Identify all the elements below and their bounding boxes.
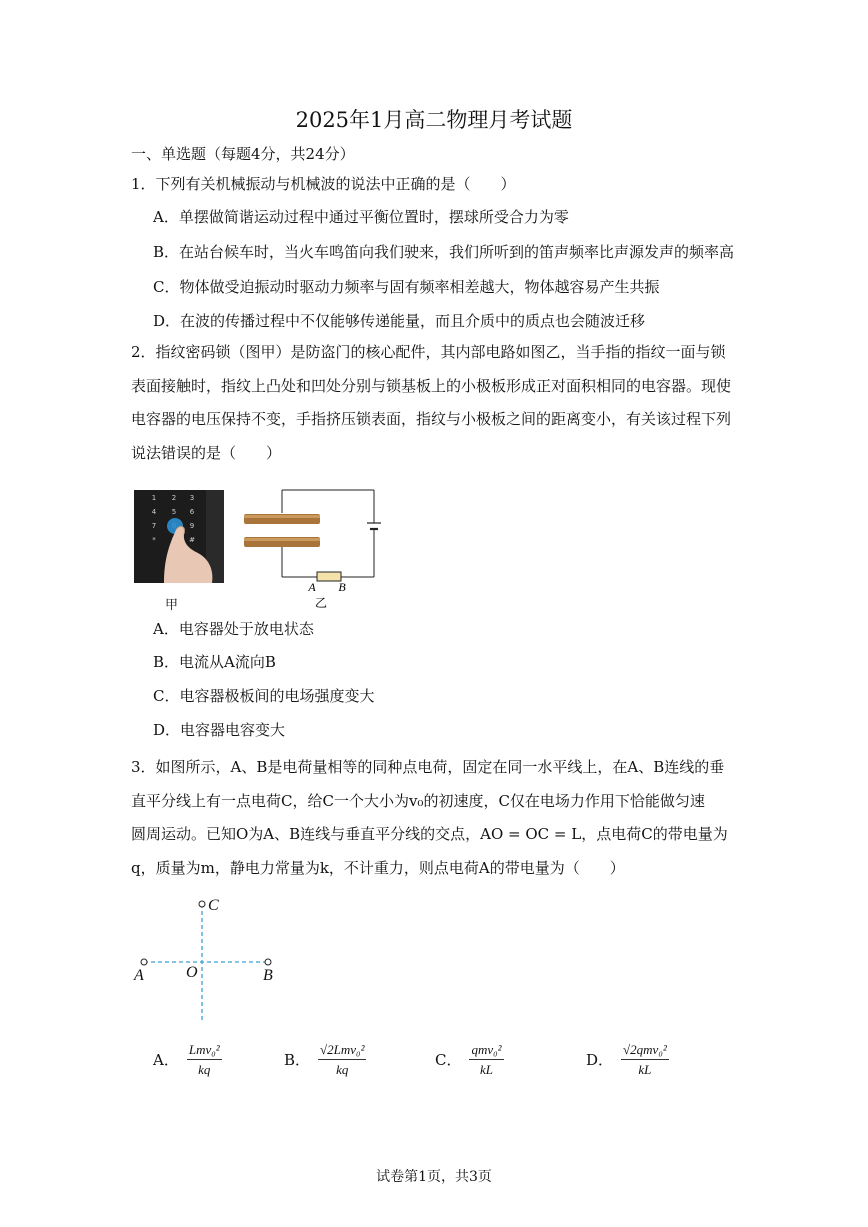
fraction-numerator: Lmv₀² — [187, 1042, 222, 1060]
fraction-denominator: kq — [336, 1062, 349, 1077]
question-3-line: q，质量为m，静电力常量为k，不计重力，则点电荷A的带电量为（ ） — [131, 858, 625, 877]
choice-fraction — [318, 1042, 366, 1077]
choice-letter: A． — [153, 1051, 179, 1069]
question-1-option-c: C．物体做受迫振动时驱动力频率与固有频率相差越大，物体越容易产生共振 — [153, 278, 660, 296]
fraction-numerator: qmv₀² — [469, 1042, 503, 1060]
question-3-choice-d — [586, 1042, 669, 1077]
keypad-key: 1 — [151, 494, 157, 502]
question-3-choice-b — [284, 1042, 366, 1077]
question-1-option-d: D．在波的传播过程中不仅能够传递能量，而且介质中的质点也会随波迁移 — [153, 312, 646, 330]
caption-yi: 乙 — [314, 596, 328, 610]
question-3-stem — [131, 751, 741, 885]
fraction-denominator: kL — [638, 1062, 652, 1077]
fraction-denominator: kq — [198, 1062, 211, 1077]
question-2-option-c: C．电容器极板间的电场强度变大 — [153, 687, 375, 705]
question-2-line: 表面接触时，指纹上凸处和凹处分别与锁基板上的小极板形成正对面积相同的电容器。现使 — [131, 376, 732, 395]
keypad-key: * — [152, 536, 156, 544]
question-2-option-d: D．电容器电容变大 — [153, 721, 286, 739]
fingerprint-lock-illustration — [134, 490, 224, 583]
question-3-line: 3．如图所示，A、B是电荷量相等的同种点电荷，固定在同一水平线上，在A、B连线的垂 — [131, 758, 725, 776]
keypad-key: 4 — [151, 508, 157, 516]
choice-fraction — [621, 1042, 669, 1077]
keypad-key: # — [189, 536, 195, 544]
choice-letter: C． — [435, 1051, 462, 1069]
choice-letter: B． — [284, 1051, 311, 1069]
label-c: C — [208, 897, 219, 914]
fingerprint-lock-photo — [134, 490, 224, 583]
page-title: 2025年1月高二物理月考试题 — [295, 108, 573, 132]
choice-fraction — [469, 1042, 503, 1077]
question-2-option-b: B．电流从A流向B — [153, 653, 276, 671]
page-footer: 试卷第1页，共3页 — [376, 1169, 492, 1185]
question-3-choice-a — [153, 1042, 222, 1077]
label-a: A — [134, 967, 144, 984]
question-3-line: 圆周运动。已知O为A、B连线与垂直平分线的交点，AO = OC = L，点电荷C的带电量为 — [131, 825, 728, 843]
charge-a-point — [141, 959, 147, 965]
fraction-numerator: √2qmv₀² — [621, 1042, 669, 1060]
fraction-denominator: kL — [480, 1062, 494, 1077]
question-2-stem — [131, 336, 741, 470]
question-1-stem: 1．下列有关机械振动与机械波的说法中正确的是（ ） — [131, 175, 516, 193]
keypad-key: 6 — [189, 508, 195, 516]
point-charge-diagram — [128, 890, 288, 1030]
label-a: A — [308, 580, 316, 594]
keypad-key: 3 — [189, 494, 195, 502]
capacitor-circuit-diagram — [236, 485, 386, 610]
question-3-line: 直平分线上有一点电荷C，给C一个大小为v₀的初速度，C仅在电场力作用下恰能做匀速 — [131, 791, 705, 810]
keypad-key: 7 — [151, 522, 157, 530]
keypad-key: 5 — [171, 508, 177, 516]
section-heading: 一、单选题（每题4分，共24分） — [131, 145, 355, 163]
charge-b-point — [265, 959, 271, 965]
question-2-line: 电容器的电压保持不变，手指挤压锁表面，指纹与小极板之间的距离变小，有关该过程下列 — [131, 410, 732, 428]
choice-letter: D． — [586, 1051, 614, 1069]
question-1-option-b: B．在站台候车时，当火车鸣笛向我们驶来，我们所听到的笛声频率比声源发声的频率高 — [153, 243, 735, 261]
keypad-key: 2 — [171, 494, 177, 502]
question-2-line: 说法错误的是（ ） — [131, 443, 282, 462]
question-2-option-a: A．电容器处于放电状态 — [153, 620, 314, 638]
question-1-option-a: A．单摆做简谐运动过程中通过平衡位置时，摆球所受合力为零 — [153, 208, 569, 226]
question-3-choice-c — [435, 1042, 504, 1077]
fraction-numerator: √2Lmv₀² — [318, 1042, 366, 1060]
choice-fraction — [187, 1042, 222, 1077]
question-2-line: 2．指纹密码锁（图甲）是防盗门的核心配件，其内部电路如图乙，当手指的指纹一面与锁 — [131, 343, 726, 361]
caption-jia: 甲 — [165, 598, 179, 613]
keypad-key: 9 — [189, 522, 195, 530]
charge-c-point — [199, 901, 205, 907]
label-o: O — [186, 964, 198, 981]
label-b: B — [263, 967, 273, 984]
label-b: B — [338, 580, 346, 594]
